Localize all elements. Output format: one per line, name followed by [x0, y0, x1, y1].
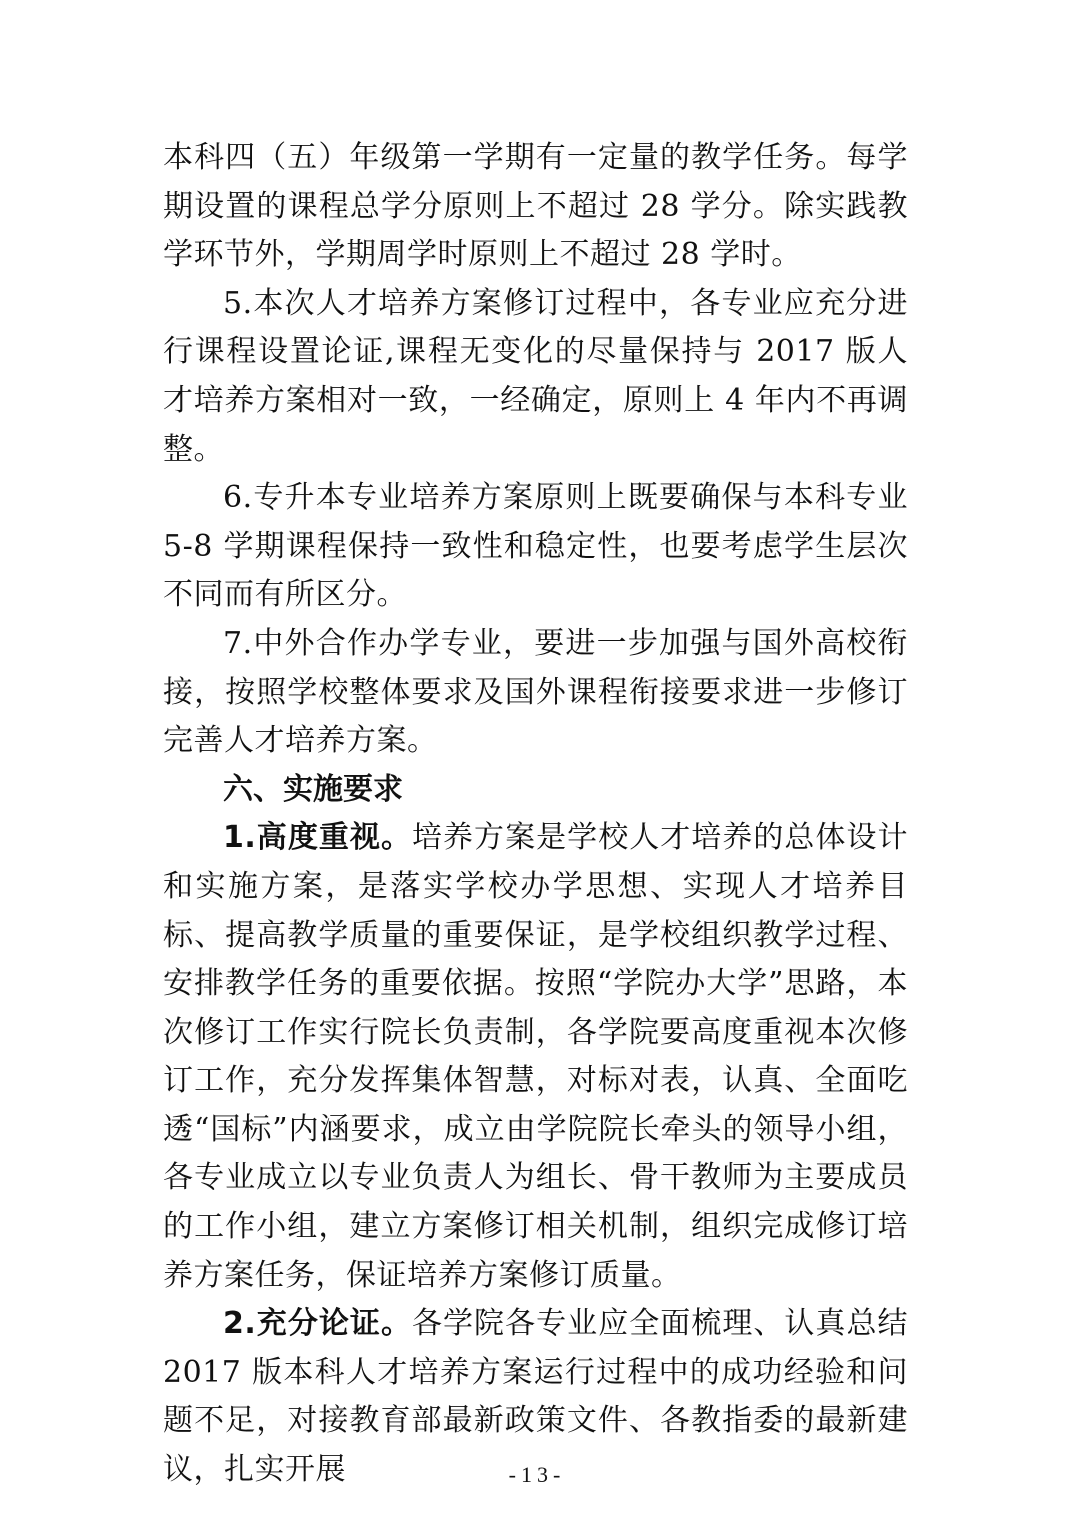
requirement-1-body: 培养方案是学校人才培养的总体设计和实施方案，是落实学校办学思想、实现人才培养目标、提高教学质量的重要保证，是学校组织教学过程、安排教学任务的重要依据。按照“学院办大学”思路，本次修订工作实行院长负责制，各学院要高度重视本次修订工作，充分发挥集体智慧，对标对表，认真、全面吃透“国标”内涵要求，成立由学院院长牵头的领导小组，各专业成立以专业负责人为组长、骨干教师为主要成员的工作小组，建立方案修订相关机制，组织完成修订培养方案任务，保证培养方案修订质量。: [163, 820, 908, 1293]
document-body: [163, 134, 908, 1495]
paragraph-item-7: 7.中外合作办学专业，要进一步加强与国外高校衔接，按照学校整体要求及国外课程衔接要求进一步修订完善人才培养方案。: [163, 625, 908, 759]
requirement-1-lead: 1.高度重视。: [223, 820, 412, 856]
paragraph-continued: 本科四（五）年级第一学期有一定量的教学任务。每学期设置的课程总学分原则上不超过 28 学分。除实践教学环节外，学期周学时原则上不超过 28 学时。: [163, 140, 908, 273]
page-number: -13-: [508, 1462, 566, 1487]
requirement-2-body: 各学院各专业应全面梳理、认真总结 2017 版本科人才培养方案运行过程中的成功经验和问题不足，对接教育部最新政策文件、各教指委的最新建议，扎实开展: [163, 1306, 908, 1488]
requirement-2-lead: 2.充分论证。: [223, 1306, 412, 1342]
section-heading: 六、实施要求: [223, 771, 403, 807]
paragraph-item-6: 6.专升本专业培养方案原则上既要确保与本科专业 5-8 学期课程保持一致性和稳定性，也要考虑学生层次不同而有所区分。: [163, 480, 908, 613]
paragraph-item-5: 5.本次人才培养方案修订过程中，各专业应充分进行课程设置论证,课程无变化的尽量保持与 2017 版人才培养方案相对一致，一经确定，原则上 4 年内不再调整。: [163, 285, 908, 467]
requirement-1: [163, 814, 908, 1300]
